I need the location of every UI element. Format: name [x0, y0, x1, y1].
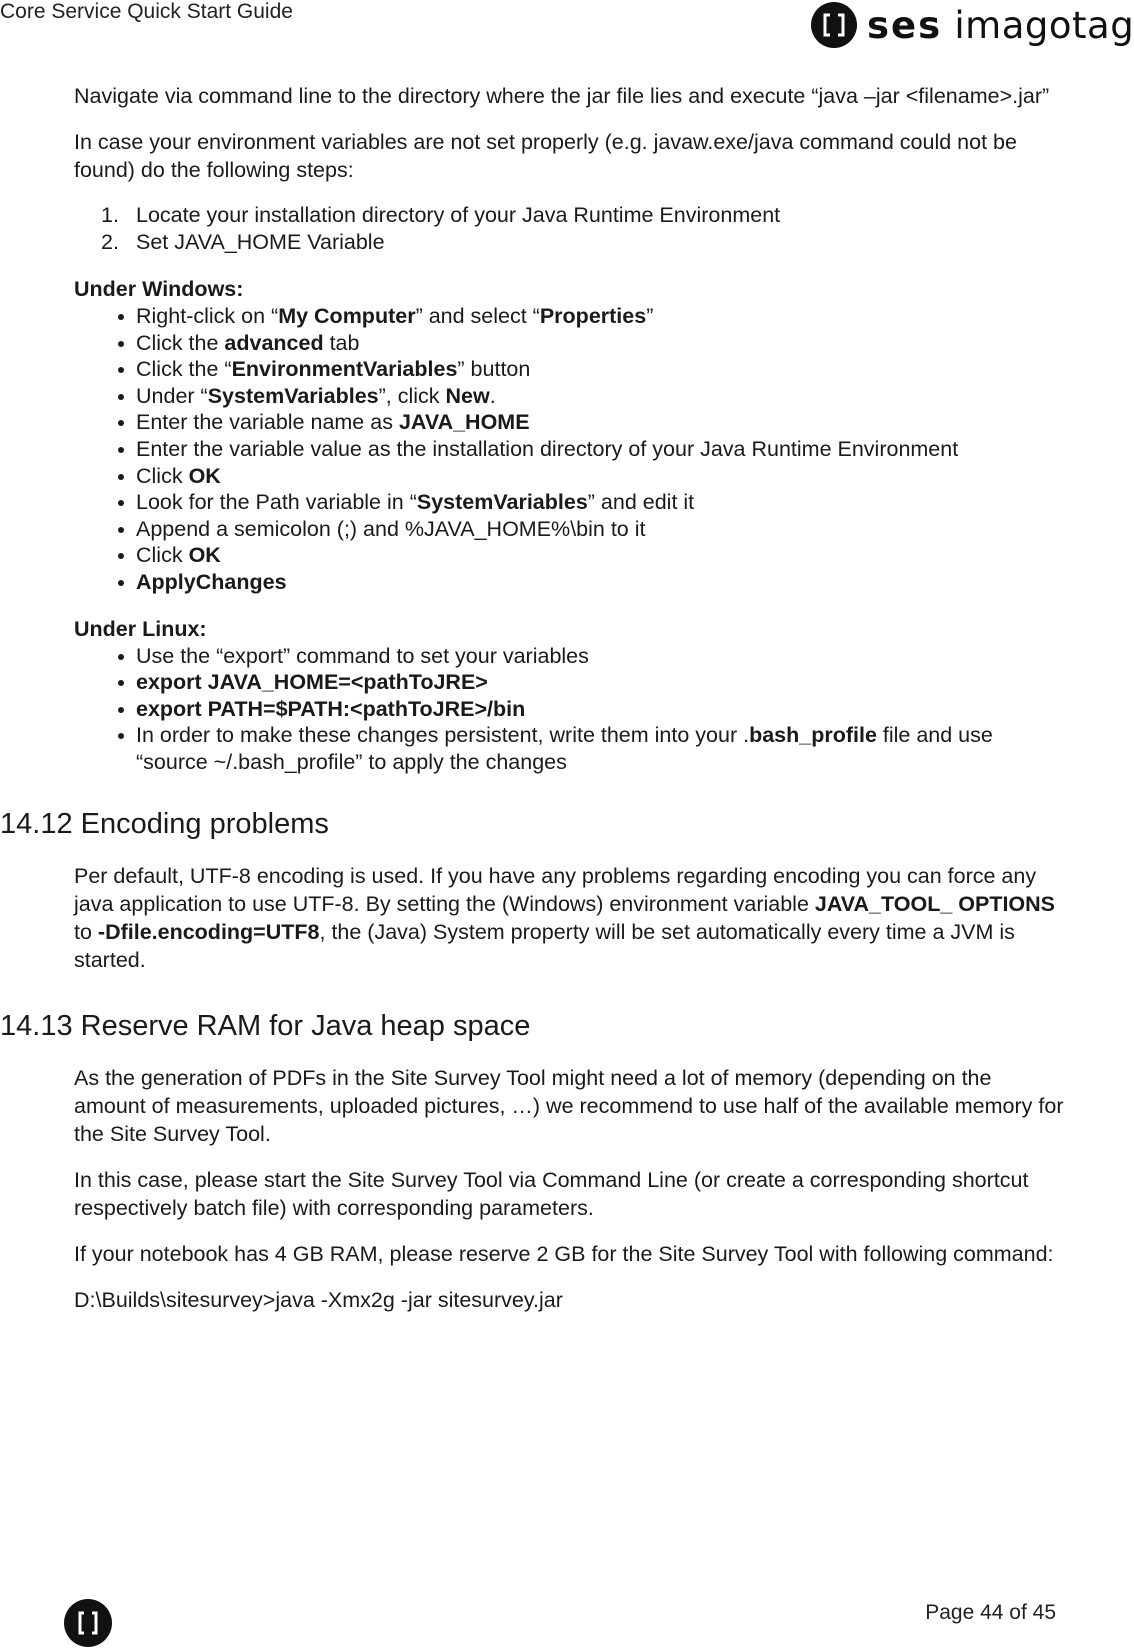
ses-imagotag-logo [811, 2, 1134, 48]
list-item: export PATH=$PATH:<pathToJRE>/bin [74, 696, 1064, 723]
list-item: Click OK [74, 463, 1064, 490]
bracket-logo-icon [811, 2, 857, 48]
command-line: D:\Builds\sitesurvey>java -Xmx2g -jar sitesurvey.jar [74, 1287, 563, 1312]
bullet-icon [118, 367, 124, 373]
bullet-icon [118, 707, 124, 713]
document-title: Core Service Quick Start Guide [0, 0, 293, 23]
section-heading-heap: 14.13 Reserve RAM for Java heap space [0, 1009, 531, 1042]
bullet-icon [118, 553, 124, 559]
section-heading-encoding: 14.12 Encoding problems [0, 807, 329, 840]
heap-paragraph: As the generation of PDFs in the Site Survey Tool might need a lot of memory (depending on the amount of measurements, uploaded pictures, …) we recommend to use half of the available memory for the Site Survey Tool. [74, 1065, 1064, 1146]
list-item: Click OK [74, 542, 1064, 569]
list-item: Use the “export” command to set your variables [74, 643, 1064, 670]
bullet-icon [118, 447, 124, 453]
logo-wordmark: ses imagotag [867, 3, 1134, 47]
bullet-icon [118, 314, 124, 320]
list-item: Click the advanced tab [74, 330, 1064, 357]
bullet-icon [118, 680, 124, 686]
list-item: Right-click on “My Computer” and select “Properties” [74, 303, 1064, 330]
windows-steps-list [74, 303, 1064, 596]
bullet-icon [118, 394, 124, 400]
windows-heading: Under Windows: [74, 277, 244, 301]
footer-logo-icon [64, 1599, 112, 1647]
heap-paragraph: If your notebook has 4 GB RAM, please reserve 2 GB for the Site Survey Tool with following command: [74, 1241, 1054, 1266]
list-item: Enter the variable name as JAVA_HOME [74, 409, 1064, 436]
heap-paragraph: In this case, please start the Site Survey Tool via Command Line (or create a corresponding shortcut respectively batch file) with corresponding parameters. [74, 1167, 1029, 1220]
bullet-icon [118, 527, 124, 533]
intro-paragraph: In case your environment variables are not set properly (e.g. javaw.exe/java command could not be found) do the following steps: [74, 130, 1017, 182]
bullet-icon [118, 733, 124, 739]
page-number: Page 44 of 45 [925, 1601, 1056, 1624]
bullet-icon [118, 420, 124, 426]
linux-steps-list [74, 643, 1064, 776]
list-item: export JAVA_HOME=<pathToJRE> [74, 669, 1064, 696]
encoding-paragraph: Per default, UTF-8 encoding is used. If you have any problems regarding encoding you can force any java application to use UTF-8. By setting the (Windows) environment variable JAVA_TOOL_ OPTIONS to -Dfile.encoding=UTF8, the (Java) System property will be set automatically every time a JVM is started. [74, 863, 1056, 972]
bullet-icon [118, 654, 124, 660]
bullet-icon [118, 474, 124, 480]
step-item: 1. Locate your installation directory of your Java Runtime Environment [101, 203, 781, 227]
list-item: ApplyChanges [74, 569, 1064, 596]
list-item: Append a semicolon (;) and %JAVA_HOME%\bin to it [74, 516, 1064, 543]
linux-heading: Under Linux: [74, 616, 207, 641]
bullet-icon [118, 341, 124, 347]
list-item: Under “SystemVariables”, click New. [74, 383, 1064, 410]
list-item: Click the “EnvironmentVariables” button [74, 356, 1064, 383]
page-content [0, 82, 1064, 1332]
step-item: 2. Set JAVA_HOME Variable [101, 230, 385, 254]
intro-paragraph: Navigate via command line to the directory where the jar file lies and execute “java –jar <filename>.jar” [74, 84, 1050, 108]
list-item: In order to make these changes persistent, write them into your .bash_profile file and use “source ~/.bash_profile” to apply the changes [74, 722, 1064, 775]
steps-list [74, 202, 1064, 256]
list-item: Enter the variable value as the installation directory of your Java Runtime Environment [74, 436, 1064, 463]
bullet-icon [118, 580, 124, 586]
list-item: Look for the Path variable in “SystemVariables” and edit it [74, 489, 1064, 516]
bullet-icon [118, 500, 124, 506]
